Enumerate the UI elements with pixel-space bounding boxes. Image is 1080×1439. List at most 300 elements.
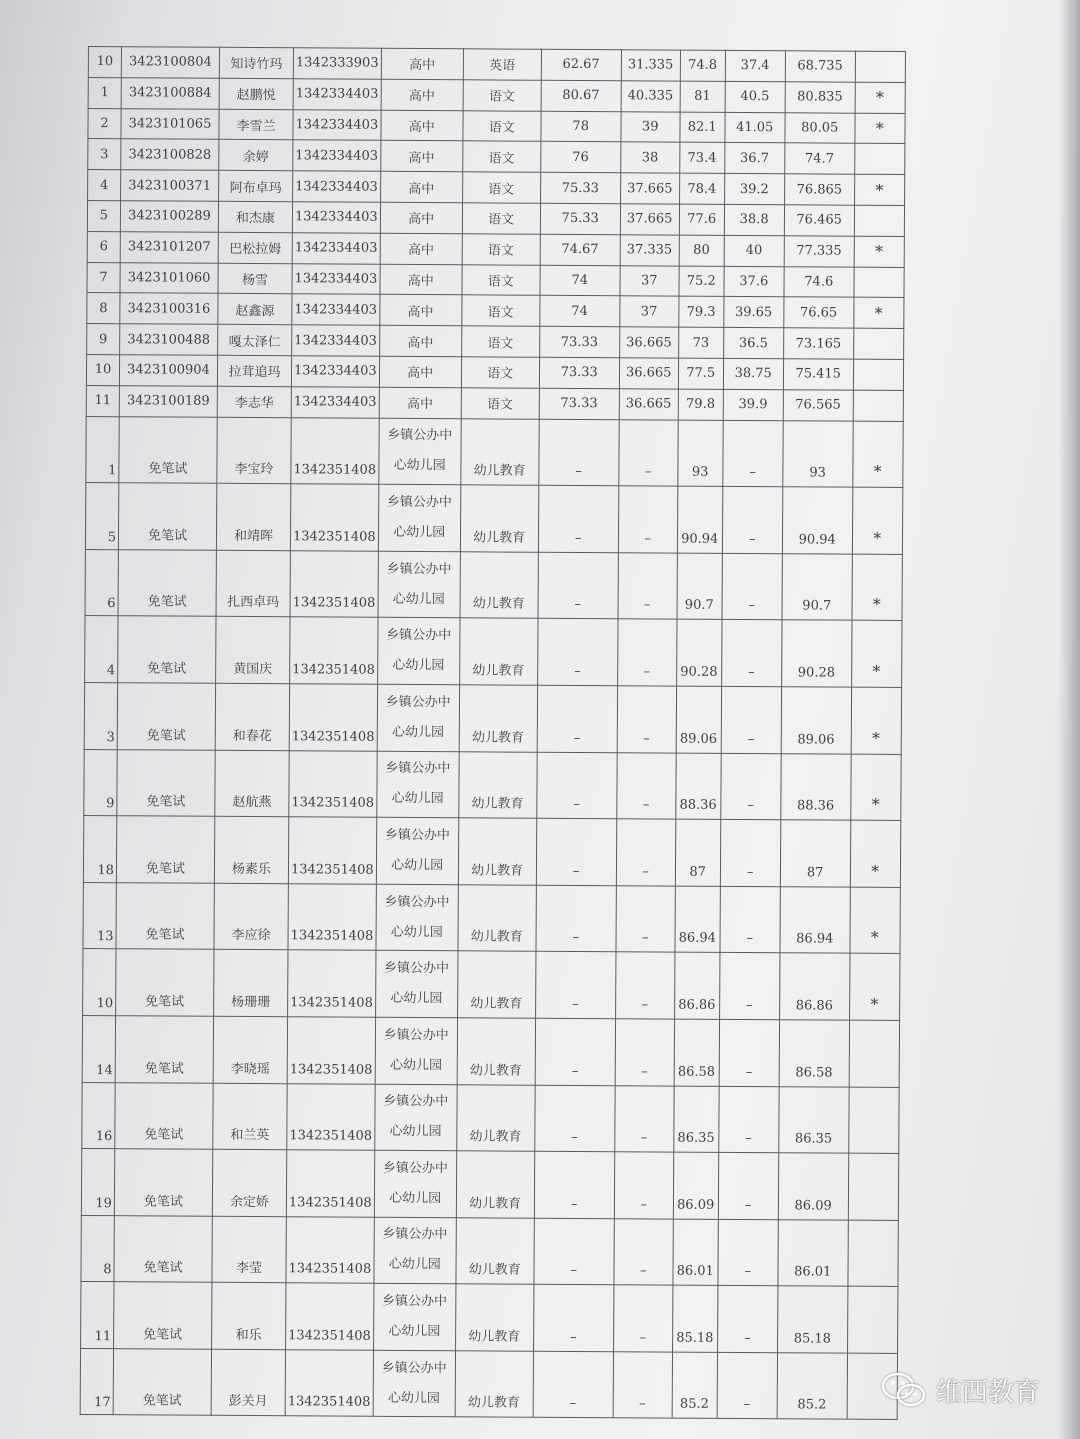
written-score-cell: – <box>534 1151 614 1218</box>
written-score-cell: – <box>537 685 617 752</box>
position-code-cell: 1342334403 <box>293 140 381 171</box>
written-weighted-cell: – <box>614 1085 673 1152</box>
written-score-cell: – <box>539 419 619 486</box>
qualified-mark-cell: * <box>852 487 902 554</box>
total-score-cell: 73.165 <box>783 328 853 359</box>
written-weighted-cell: 37.665 <box>620 204 679 235</box>
interview-score-cell: 73 <box>678 327 723 358</box>
seq-cell: 10 <box>83 949 116 1016</box>
unit-cell <box>375 951 457 1018</box>
unit-line-2: 心幼儿园 <box>390 990 443 1007</box>
interview-score-cell: 86.86 <box>674 952 719 1019</box>
name-cell: 赵鑫源 <box>218 294 292 325</box>
table-row <box>82 1015 899 1087</box>
name-cell: 和乐 <box>212 1283 286 1350</box>
level-cell: 高中 <box>380 233 462 264</box>
qualified-mark-cell <box>848 1220 898 1287</box>
seq-cell: 18 <box>83 816 116 883</box>
written-weighted-cell: – <box>613 1352 672 1419</box>
position-code-cell: 1342334403 <box>293 171 381 202</box>
seq-cell: 9 <box>84 749 117 816</box>
level-cell: 高中 <box>381 110 463 141</box>
interview-score-cell: 86.35 <box>673 1086 718 1153</box>
seq-cell: 3 <box>84 682 117 749</box>
qualified-mark-cell: * <box>855 82 905 113</box>
written-weighted-cell: – <box>614 1218 673 1285</box>
total-score-cell: 87 <box>780 820 850 887</box>
position-code-cell: 1342351408 <box>290 617 378 684</box>
subject-cell: 幼儿教育 <box>459 618 537 685</box>
interview-weighted-cell: – <box>718 1086 778 1153</box>
qualified-mark-cell <box>848 1087 898 1154</box>
written-weighted-cell: – <box>617 619 676 686</box>
seq-cell: 8 <box>87 293 120 324</box>
interview-score-cell: 78.4 <box>679 173 724 204</box>
total-score-cell: 90.7 <box>782 553 852 620</box>
table-row <box>83 816 900 888</box>
unit-line-1: 乡镇公办中 <box>381 1360 447 1376</box>
level-cell: 高中 <box>381 48 463 79</box>
seq-cell: 13 <box>83 882 116 949</box>
interview-weighted-cell: 39.65 <box>724 297 784 328</box>
table-row <box>83 882 900 954</box>
unit-line-2: 心幼儿园 <box>389 1190 442 1207</box>
unit-line-1: 乡镇公办中 <box>383 1027 449 1043</box>
subject-cell: 幼儿教育 <box>456 1151 534 1218</box>
name-cell: 彭关月 <box>211 1349 285 1416</box>
subject-cell: 语文 <box>463 110 541 141</box>
total-score-cell: 75.415 <box>783 359 853 390</box>
qualified-mark-cell: * <box>854 298 904 329</box>
table-row <box>87 293 904 329</box>
written-weighted-cell: – <box>617 752 676 819</box>
qualified-mark-cell <box>854 205 904 236</box>
page-edge-shadow <box>1058 0 1080 1439</box>
qualified-mark-cell <box>853 390 903 421</box>
written-weighted-cell: 36.665 <box>619 389 678 420</box>
interview-weighted-cell: 38.8 <box>724 204 784 235</box>
qualified-mark-cell <box>849 1020 899 1087</box>
table-row <box>87 200 904 236</box>
position-code-cell: 1342334403 <box>292 233 380 264</box>
written-weighted-cell: 37 <box>620 265 679 296</box>
interview-weighted-cell: – <box>719 953 779 1020</box>
table-row <box>81 1282 898 1354</box>
level-cell: 高中 <box>380 264 462 295</box>
written-weighted-cell: – <box>615 952 674 1019</box>
exam-id-cell: 3423101207 <box>120 231 218 262</box>
seq-cell: 11 <box>86 385 119 416</box>
table-row <box>84 749 901 821</box>
subject-cell: 语文 <box>461 388 539 419</box>
seq-cell: 5 <box>85 483 118 550</box>
unit-line-2: 心幼儿园 <box>387 1390 441 1406</box>
total-score-cell: 90.28 <box>781 620 851 687</box>
qualified-mark-cell <box>847 1286 897 1353</box>
unit-line-1: 乡镇公办中 <box>381 1293 448 1310</box>
total-score-cell: 76.65 <box>784 297 854 328</box>
interview-score-cell: 90.94 <box>677 486 722 553</box>
written-weighted-cell: – <box>618 486 677 553</box>
exam-id-cell: 免笔试 <box>115 1082 213 1149</box>
seq-cell: 3 <box>88 139 121 170</box>
interview-weighted-cell: 36.5 <box>723 328 783 359</box>
qualified-mark-cell <box>854 267 904 298</box>
interview-score-cell: 85.2 <box>672 1352 717 1419</box>
interview-weighted-cell: – <box>718 1219 778 1286</box>
interview-score-cell: 88.36 <box>676 753 721 820</box>
total-score-cell: 86.35 <box>778 1086 848 1153</box>
seq-cell: 16 <box>82 1082 115 1149</box>
interview-weighted-cell: 41.05 <box>725 112 785 143</box>
name-cell: 巴松拉姆 <box>218 232 292 263</box>
qualified-mark-cell <box>854 144 904 175</box>
written-weighted-cell: 39 <box>621 111 680 142</box>
exam-id-cell: 免笔试 <box>119 416 217 483</box>
interview-score-cell: 74.8 <box>680 50 725 81</box>
written-score-cell: – <box>533 1351 613 1418</box>
exam-id-cell: 免笔试 <box>115 1016 213 1083</box>
written-weighted-cell: – <box>617 686 676 753</box>
subject-cell: 幼儿教育 <box>461 418 539 485</box>
written-weighted-cell: – <box>618 552 677 619</box>
name-cell: 杨雪 <box>218 263 292 294</box>
position-code-cell: 1342334403 <box>292 325 380 356</box>
seq-cell: 6 <box>87 231 120 262</box>
unit-line-1: 乡镇公办中 <box>382 1160 448 1177</box>
subject-cell: 语文 <box>462 264 540 295</box>
unit-line-2: 心幼儿园 <box>388 1257 441 1273</box>
name-cell: 余定娇 <box>212 1149 286 1216</box>
interview-score-cell: 85.18 <box>672 1285 717 1352</box>
interview-weighted-cell: – <box>723 420 783 487</box>
total-score-cell: 80.835 <box>785 82 855 113</box>
subject-cell: 幼儿教育 <box>458 818 536 885</box>
interview-score-cell: 90.28 <box>676 619 721 686</box>
seq-cell: 1 <box>86 416 119 483</box>
written-score-cell: – <box>534 1218 614 1285</box>
interview-weighted-cell: – <box>722 553 782 620</box>
exam-id-cell: 免笔试 <box>118 616 216 683</box>
interview-weighted-cell: – <box>721 686 781 753</box>
table-row <box>85 549 902 621</box>
seq-cell: 5 <box>87 200 120 231</box>
subject-cell: 幼儿教育 <box>458 884 536 951</box>
qualified-mark-cell: * <box>855 113 905 144</box>
name-cell: 扎西卓玛 <box>216 550 290 617</box>
exam-id-cell: 3423100828 <box>121 139 219 170</box>
interview-weighted-cell: – <box>721 620 781 687</box>
interview-weighted-cell: 36.7 <box>724 143 784 174</box>
position-code-cell: 1342351408 <box>286 1150 374 1217</box>
written-score-cell: – <box>534 1085 614 1152</box>
interview-weighted-cell: – <box>722 487 782 554</box>
written-score-cell: 75.33 <box>540 203 620 234</box>
unit-line-1: 乡镇公办中 <box>384 827 450 844</box>
unit-cell <box>376 884 458 951</box>
subject-cell: 幼儿教育 <box>459 685 537 752</box>
exam-id-cell: 免笔试 <box>117 749 215 816</box>
seq-cell: 17 <box>80 1348 113 1415</box>
subject-cell: 语文 <box>462 203 540 234</box>
written-score-cell: – <box>538 552 618 619</box>
total-score-cell: 90.94 <box>782 487 852 554</box>
table-row <box>86 416 903 488</box>
unit-line-1: 乡镇公办中 <box>385 761 451 777</box>
name-cell: 知诗竹玛 <box>219 47 293 78</box>
subject-cell: 语文 <box>462 295 540 326</box>
watermark-text: 维西教育 <box>936 1377 1041 1408</box>
exam-id-cell: 免笔试 <box>118 549 216 616</box>
total-score-cell: 77.335 <box>784 236 854 267</box>
unit-line-1: 乡镇公办中 <box>386 494 452 511</box>
written-score-cell: – <box>536 885 616 952</box>
total-score-cell: 74.7 <box>784 143 854 174</box>
interview-score-cell: 79.8 <box>678 389 723 420</box>
qualified-mark-cell: * <box>854 174 904 205</box>
unit-cell <box>374 1084 456 1151</box>
subject-cell: 幼儿教育 <box>456 1217 534 1284</box>
table-row <box>85 483 902 555</box>
qualified-mark-cell: * <box>850 820 900 887</box>
interview-score-cell: 93 <box>678 420 723 487</box>
exam-id-cell: 3423100316 <box>120 293 218 324</box>
interview-score-cell: 86.58 <box>674 1019 719 1086</box>
name-cell: 黄国庆 <box>216 617 290 684</box>
total-score-cell: 74.6 <box>784 266 854 297</box>
subject-cell: 幼儿教育 <box>459 751 537 818</box>
subject-cell: 语文 <box>461 357 539 388</box>
seq-cell: 14 <box>82 1015 115 1082</box>
exam-id-cell: 3423101065 <box>121 108 219 139</box>
qualified-mark-cell: * <box>854 236 904 267</box>
exam-id-cell: 免笔试 <box>118 483 216 550</box>
unit-line-1: 乡镇公办中 <box>383 1094 449 1110</box>
total-score-cell: 80.05 <box>785 112 855 143</box>
interview-score-cell: 86.94 <box>675 886 720 953</box>
seq-cell: 7 <box>87 262 120 293</box>
exam-id-cell: 免笔试 <box>116 882 214 949</box>
name-cell: 李应徐 <box>214 883 288 950</box>
table-row <box>85 616 902 688</box>
exam-id-cell: 3423100371 <box>121 170 219 201</box>
interview-score-cell: 81 <box>680 81 725 112</box>
unit-cell <box>377 618 459 685</box>
exam-id-cell: 免笔试 <box>116 949 214 1016</box>
written-weighted-cell: 36.665 <box>619 327 678 358</box>
subject-cell: 英语 <box>463 49 541 80</box>
seq-cell: 10 <box>86 354 119 385</box>
total-score-cell: 88.36 <box>781 753 851 820</box>
subject-cell: 语文 <box>463 80 541 111</box>
name-cell: 拉茸追玛 <box>217 355 291 386</box>
position-code-cell: 1342351408 <box>286 1283 374 1350</box>
written-score-cell: – <box>537 752 617 819</box>
exam-id-cell: 3423100904 <box>119 355 217 386</box>
qualified-mark-cell: * <box>852 554 902 621</box>
exam-id-cell: 3423100289 <box>120 201 218 232</box>
subject-cell: 语文 <box>462 234 540 265</box>
interview-weighted-cell: – <box>717 1352 777 1419</box>
seq-cell: 4 <box>85 616 118 683</box>
position-code-cell: 1342351408 <box>289 750 377 817</box>
total-score-cell: 76.465 <box>784 205 854 236</box>
total-score-cell: 86.09 <box>778 1153 848 1220</box>
interview-weighted-cell: 39.9 <box>723 389 783 420</box>
unit-cell <box>378 484 460 551</box>
written-weighted-cell: – <box>613 1285 672 1352</box>
subject-cell: 幼儿教育 <box>460 552 538 619</box>
interview-weighted-cell: – <box>721 753 781 820</box>
total-score-cell: 86.58 <box>779 1020 849 1087</box>
written-weighted-cell: 38 <box>620 142 679 173</box>
wechat-icon <box>880 1370 928 1410</box>
written-score-cell: 62.67 <box>541 49 621 80</box>
total-score-cell: 86.86 <box>779 953 849 1020</box>
subject-cell: 幼儿教育 <box>455 1351 533 1418</box>
exam-id-cell: 免笔试 <box>114 1215 212 1282</box>
exam-id-cell: 3423100189 <box>119 385 217 416</box>
position-code-cell: 1342334403 <box>293 109 381 140</box>
name-cell: 李宝玲 <box>217 417 291 484</box>
interview-score-cell: 90.7 <box>677 553 722 620</box>
unit-cell <box>377 684 459 751</box>
interview-score-cell: 86.01 <box>673 1219 718 1286</box>
exam-id-cell: 免笔试 <box>113 1349 211 1416</box>
written-weighted-cell: 37 <box>620 296 679 327</box>
table-row <box>81 1149 898 1221</box>
written-score-cell: – <box>538 485 618 552</box>
interview-weighted-cell: – <box>720 886 780 953</box>
table-row <box>81 1215 898 1287</box>
position-code-cell: 1342351408 <box>290 550 378 617</box>
total-score-cell: 93 <box>783 420 853 487</box>
qualified-mark-cell <box>853 359 903 390</box>
position-code-cell: 1342351408 <box>285 1350 373 1417</box>
interview-score-cell: 87 <box>675 819 720 886</box>
level-cell: 高中 <box>381 79 463 110</box>
unit-cell <box>379 418 461 485</box>
qualified-mark-cell: * <box>851 621 901 688</box>
interview-weighted-cell: – <box>720 820 780 887</box>
name-cell: 赵鹏悦 <box>219 78 293 109</box>
table-row <box>88 170 905 206</box>
exam-id-cell: 免笔试 <box>117 683 215 750</box>
name-cell: 和靖晖 <box>216 483 290 550</box>
written-score-cell: 74.67 <box>540 234 620 265</box>
name-cell: 杨珊珊 <box>214 950 288 1017</box>
unit-cell <box>373 1350 455 1417</box>
unit-line-2: 心幼儿园 <box>393 458 446 474</box>
table-row <box>88 47 905 83</box>
written-score-cell: – <box>533 1285 613 1352</box>
written-score-cell: 73.33 <box>539 326 619 357</box>
seq-cell: 4 <box>88 170 121 201</box>
unit-line-2: 心幼儿园 <box>391 724 445 740</box>
position-code-cell: 1342351408 <box>288 950 376 1017</box>
unit-line-1: 乡镇公办中 <box>384 960 450 977</box>
interview-weighted-cell: 39.2 <box>724 174 784 205</box>
interview-score-cell: 77.6 <box>679 204 724 235</box>
interview-score-cell: 77.5 <box>678 358 723 389</box>
table-row <box>88 108 905 144</box>
exam-id-cell: 3423100884 <box>121 78 219 109</box>
watermark <box>880 1368 1040 1412</box>
interview-score-cell: 75.2 <box>679 266 724 297</box>
subject-cell: 语文 <box>461 326 539 357</box>
written-weighted-cell: – <box>614 1152 673 1219</box>
level-cell: 高中 <box>379 325 461 356</box>
unit-line-1: 乡镇公办中 <box>385 694 451 710</box>
table-row <box>83 949 900 1021</box>
exam-id-cell: 3423101060 <box>120 262 218 293</box>
name-cell: 赵航燕 <box>215 750 289 817</box>
table-row <box>88 139 905 175</box>
interview-weighted-cell: – <box>717 1286 777 1353</box>
qualified-mark-cell: * <box>850 887 900 954</box>
subject-cell: 幼儿教育 <box>455 1284 533 1351</box>
subject-cell: 幼儿教育 <box>460 485 538 552</box>
interview-weighted-cell: – <box>719 1019 779 1086</box>
unit-line-2: 心幼儿园 <box>392 591 445 607</box>
table-row <box>82 1082 899 1154</box>
seq-cell: 11 <box>81 1282 114 1349</box>
exam-id-cell: 免笔试 <box>114 1282 212 1349</box>
qualified-mark-cell <box>853 328 903 359</box>
exam-id-cell: 3423100804 <box>121 47 219 78</box>
interview-weighted-cell: 40.5 <box>725 81 785 112</box>
table-row <box>86 385 903 421</box>
table-row <box>86 354 903 390</box>
written-score-cell: – <box>535 1018 615 1085</box>
written-weighted-cell: 37.665 <box>620 173 679 204</box>
written-weighted-cell: – <box>616 885 675 952</box>
unit-line-1: 乡镇公办中 <box>384 894 450 910</box>
written-weighted-cell: – <box>616 819 675 886</box>
unit-line-2: 心幼儿园 <box>390 924 443 940</box>
unit-line-1: 乡镇公办中 <box>387 428 453 444</box>
written-score-cell: 80.67 <box>541 80 621 111</box>
written-score-cell: 75.33 <box>540 172 620 203</box>
total-score-cell: 76.565 <box>783 390 853 421</box>
score-table <box>80 46 906 1420</box>
level-cell: 高中 <box>380 202 462 233</box>
total-score-cell: 68.735 <box>785 51 855 82</box>
written-weighted-cell: – <box>619 419 678 486</box>
total-score-cell: 85.2 <box>777 1353 847 1420</box>
name-cell: 和春花 <box>215 683 289 750</box>
written-score-cell: 74 <box>540 265 620 296</box>
unit-line-2: 心幼儿园 <box>389 1057 443 1073</box>
unit-cell <box>373 1284 455 1351</box>
name-cell: 和杰康 <box>218 201 292 232</box>
written-weighted-cell: 31.335 <box>621 50 680 81</box>
position-code-cell: 1342334403 <box>292 202 380 233</box>
position-code-cell: 1342334403 <box>293 79 381 110</box>
seq-cell: 6 <box>85 549 118 616</box>
written-score-cell: 74 <box>540 296 620 327</box>
qualified-mark-cell: * <box>851 754 901 821</box>
unit-line-1: 乡镇公办中 <box>386 561 452 577</box>
written-score-cell: 76 <box>540 142 620 173</box>
name-cell: 杨素乐 <box>214 816 288 883</box>
subject-cell: 语文 <box>462 172 540 203</box>
position-code-cell: 1342351408 <box>288 817 376 884</box>
interview-score-cell: 89.06 <box>676 686 721 753</box>
position-code-cell: 1342333903 <box>293 48 381 79</box>
position-code-cell: 1342334403 <box>292 263 380 294</box>
unit-line-2: 心幼儿园 <box>391 857 444 874</box>
